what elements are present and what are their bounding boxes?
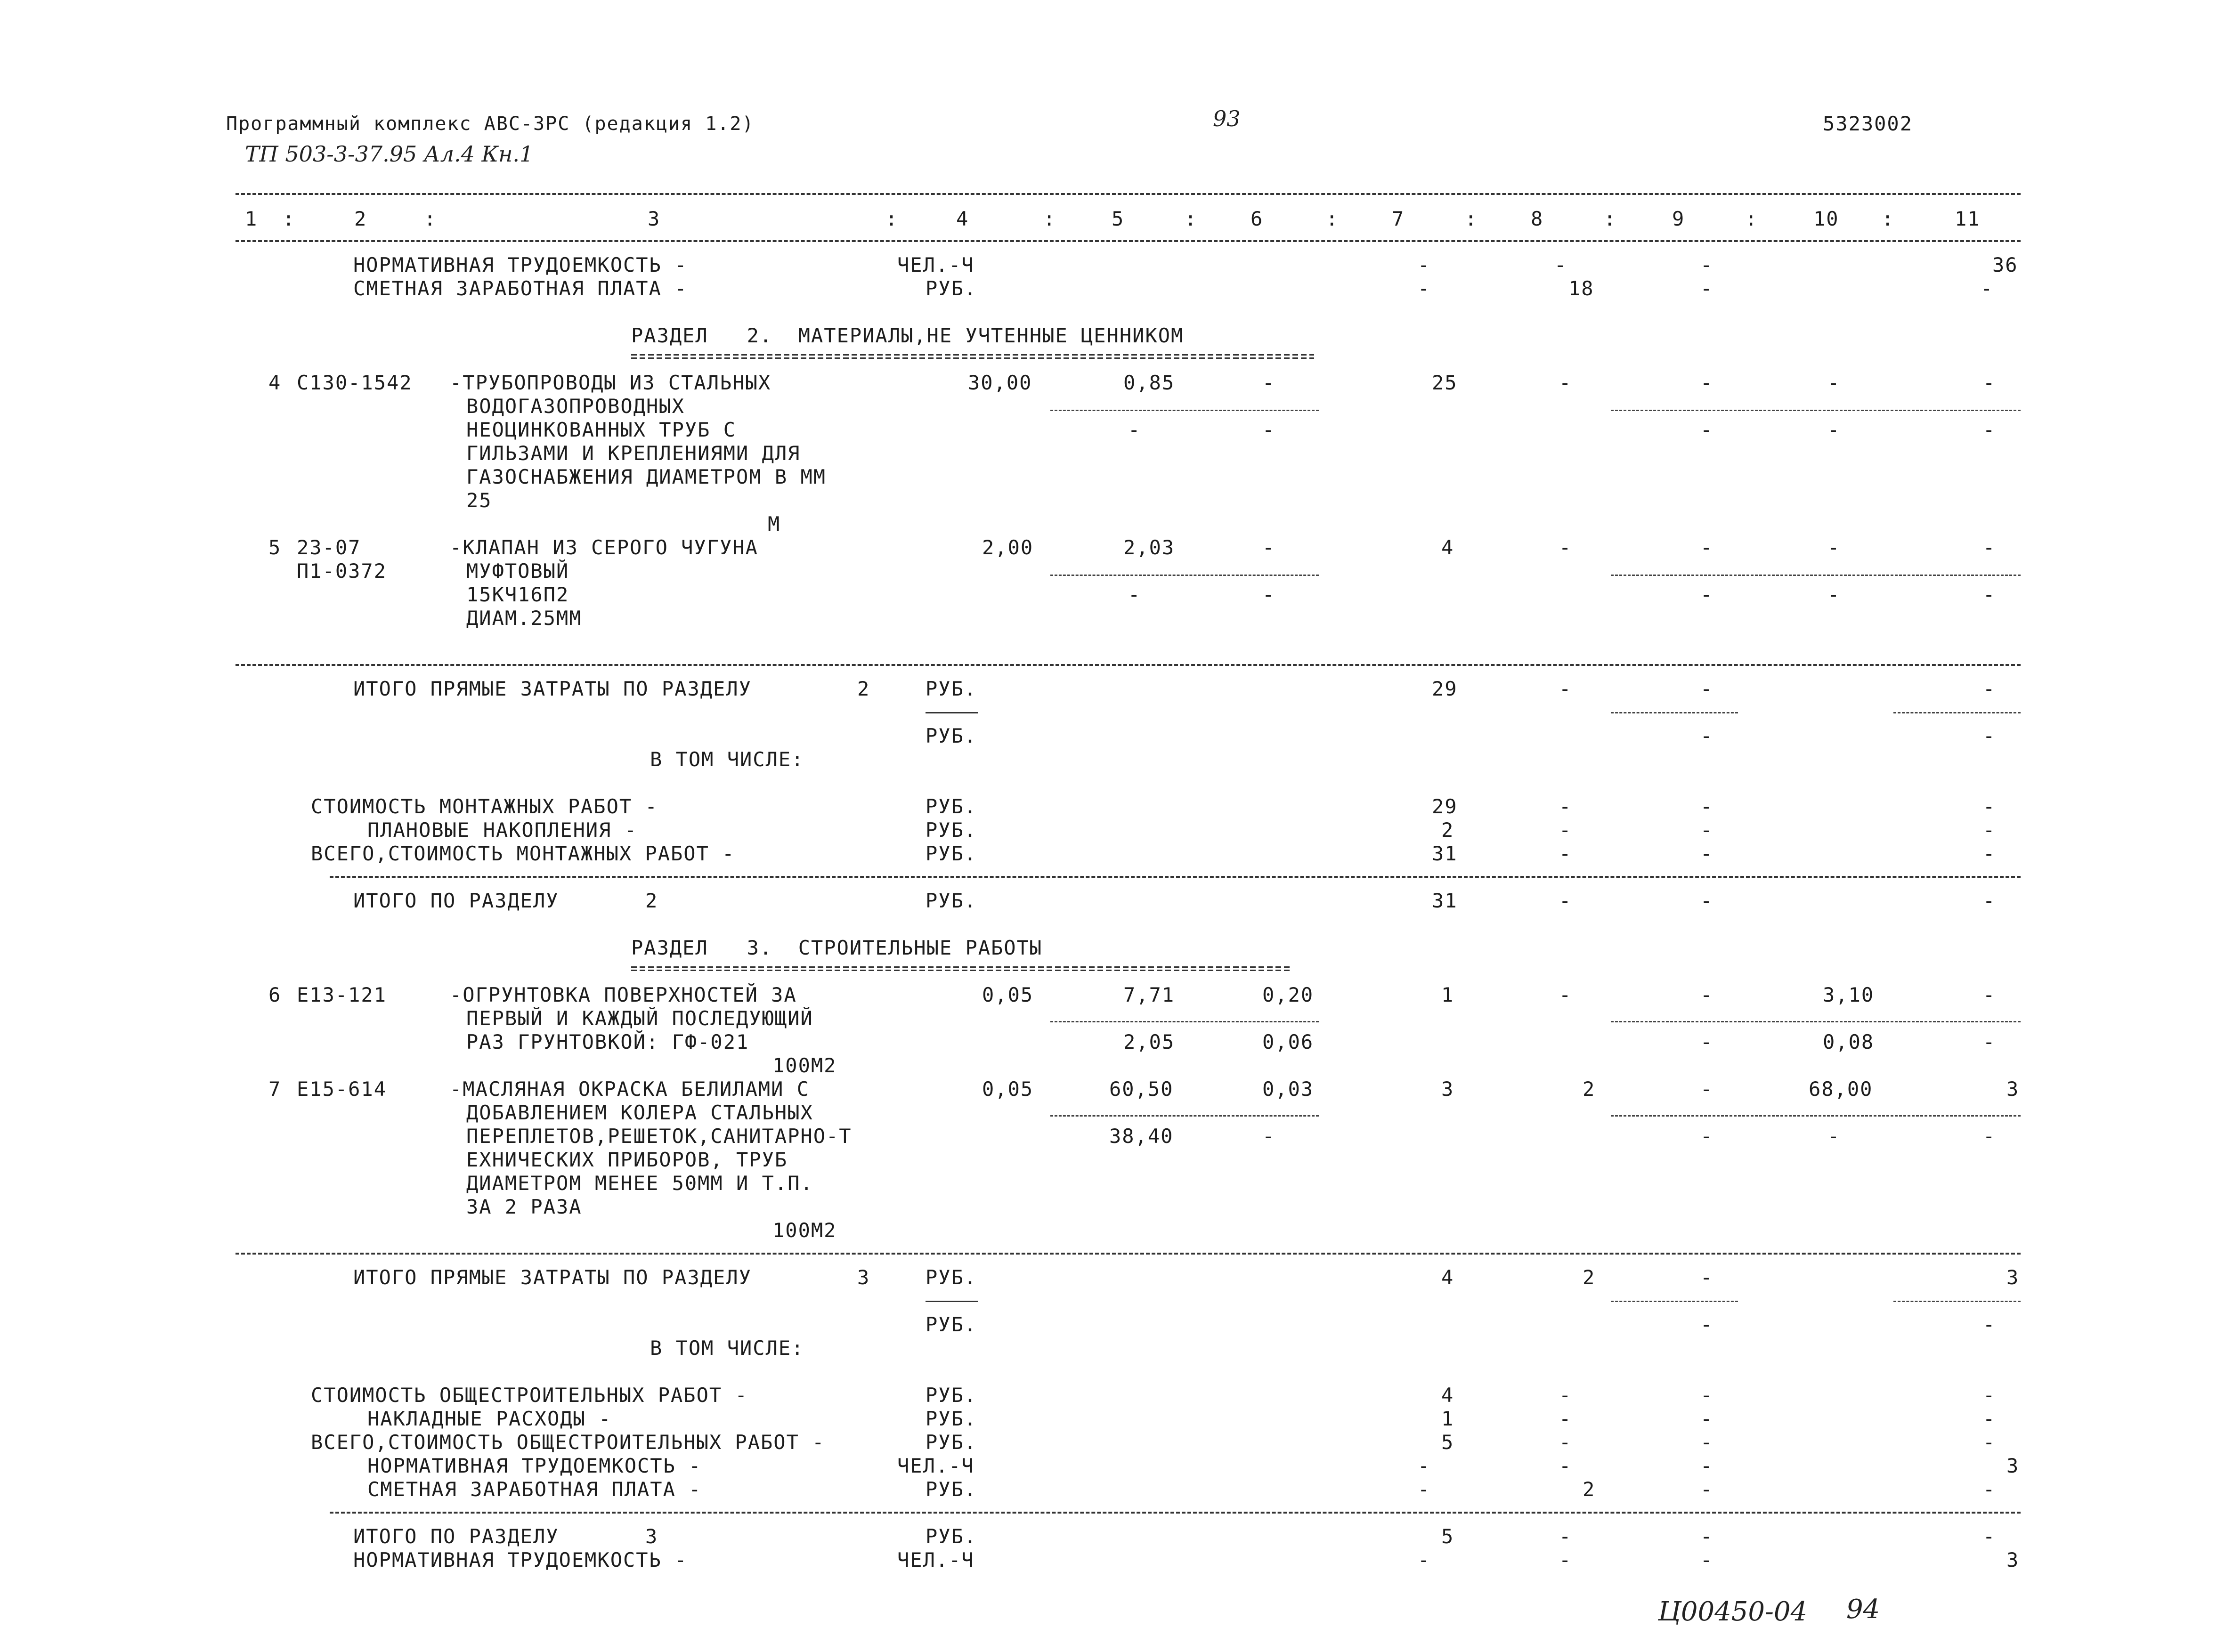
cell-divider — [1050, 575, 1319, 576]
cell: 7,71 — [1123, 983, 1175, 1006]
col-8: 8 — [1531, 207, 1544, 230]
cell: 25 — [1432, 371, 1458, 394]
section-3-title: РАЗДЕЛ 3. СТРОИТЕЛЬНЫЕ РАБОТЫ — [631, 936, 1043, 959]
cell: 0,03 — [1262, 1077, 1314, 1101]
item-quantity: 30,00 — [968, 371, 1032, 394]
col-11: 11 — [1955, 207, 1981, 230]
item-name-line: -МАСЛЯНАЯ ОКРАСКА БЕЛИЛАМИ С — [450, 1077, 810, 1101]
cell: - — [1983, 1125, 1996, 1148]
cell: - — [1262, 536, 1275, 559]
cell: - — [1983, 795, 1996, 818]
cell: - — [1262, 371, 1275, 394]
program-title: Программный комплекс АВС-3РС (редакция 1.2) — [226, 113, 755, 135]
cell-divider — [1611, 1115, 2021, 1117]
section-total-label: ИТОГО ПО РАЗДЕЛУ — [353, 1525, 559, 1548]
labor-unit: ЧЕЛ.-Ч — [897, 253, 974, 276]
cell: - — [1827, 371, 1841, 394]
cell: - — [1559, 1431, 1572, 1454]
cell: - — [1700, 983, 1713, 1006]
cell: 29 — [1432, 795, 1458, 818]
cell-divider — [1611, 575, 2021, 576]
cell-divider — [1611, 1021, 2021, 1022]
item-code: 23-07 — [297, 536, 361, 559]
item-code: Е15-614 — [297, 1077, 387, 1101]
cell: 18 — [1568, 277, 1594, 300]
cell: - — [1700, 1407, 1713, 1430]
summary-label: СТОИМОСТЬ МОНТАЖНЫХ РАБОТ - — [311, 795, 658, 818]
col-6: 6 — [1251, 207, 1264, 230]
cell: 0,20 — [1262, 983, 1314, 1006]
item-unit: 100М2 — [772, 1219, 837, 1242]
section-total-label: ИТОГО ПО РАЗДЕЛУ — [353, 889, 559, 912]
item-unit: 100М2 — [772, 1054, 837, 1077]
cell: - — [1418, 277, 1431, 300]
cell: 4 — [1441, 536, 1454, 559]
cell: - — [1983, 1478, 1996, 1501]
table-top-rule — [235, 193, 2021, 195]
cell: - — [1418, 1548, 1431, 1571]
cell: - — [1700, 724, 1713, 747]
item-name-line: -КЛАПАН ИЗ СЕРОГО ЧУГУНА — [450, 536, 758, 559]
item-name-line: РАЗ ГРУНТОВКОЙ: ГФ-021 — [466, 1030, 749, 1053]
cell: - — [1700, 1125, 1713, 1148]
cell: - — [1559, 818, 1572, 842]
cell: - — [1700, 583, 1713, 606]
cell: - — [1827, 536, 1841, 559]
cell: - — [1983, 1030, 1996, 1053]
cell: 2 — [1583, 1266, 1596, 1289]
cell: - — [1700, 277, 1713, 300]
section-2-title-underline — [631, 354, 1314, 359]
cell: - — [1559, 1407, 1572, 1430]
cell: - — [1700, 1478, 1713, 1501]
total-direct-unit-2: РУБ. — [926, 1313, 977, 1336]
total-direct-unit: РУБ. — [926, 1266, 977, 1289]
cell: - — [1554, 253, 1567, 276]
cell: 5 — [1441, 1525, 1454, 1548]
cell: - — [1700, 1030, 1713, 1053]
cell-divider — [1050, 410, 1319, 411]
cell: - — [1983, 983, 1996, 1006]
labor-label: НОРМАТИВНАЯ ТРУДОЕМКОСТЬ - — [353, 1548, 688, 1571]
col-sep: : — [1043, 207, 1056, 230]
cell: - — [1418, 253, 1431, 276]
cell: 31 — [1432, 842, 1458, 865]
col-sep: : — [424, 207, 437, 230]
cell: - — [1262, 418, 1275, 441]
item-name-line: НЕОЦИНКОВАННЫХ ТРУБ С — [466, 418, 737, 441]
item-quantity: 2,00 — [982, 536, 1034, 559]
labor-unit: ЧЕЛ.-Ч — [897, 1548, 974, 1571]
cell: - — [1700, 1525, 1713, 1548]
page-number: 93 — [1213, 106, 1241, 131]
wage-unit: РУБ. — [926, 277, 977, 300]
footer-stamp-handwritten: Ц00450-04 — [1658, 1596, 1808, 1627]
cell: 29 — [1432, 677, 1458, 700]
cell: - — [1983, 1384, 1996, 1407]
document-code: 5323002 — [1823, 112, 1913, 135]
cell: 1 — [1441, 1407, 1454, 1430]
cell: - — [1559, 983, 1572, 1006]
cell: 2 — [1583, 1478, 1596, 1501]
cell: - — [1700, 1266, 1713, 1289]
including-label: В ТОМ ЧИСЛЕ: — [650, 748, 804, 771]
item-code-2: П1-0372 — [297, 559, 387, 583]
cell: 68,00 — [1809, 1077, 1873, 1101]
item-name-line: МУФТОВЫЙ — [466, 559, 569, 583]
cell: - — [1559, 677, 1572, 700]
cell: 60,50 — [1109, 1077, 1174, 1101]
item-name-line: ВОДОГАЗОПРОВОДНЫХ — [466, 395, 685, 418]
item-code: С130-1542 — [297, 371, 413, 394]
cell: 3 — [2006, 1454, 2020, 1477]
cell: 2,03 — [1123, 536, 1175, 559]
cell: 5 — [1441, 1431, 1454, 1454]
col-sep: : — [1745, 207, 1758, 230]
section-3-title-underline — [631, 966, 1291, 971]
cell-divider — [1611, 1301, 1738, 1302]
cell: - — [1559, 536, 1572, 559]
cell: - — [1983, 536, 1996, 559]
cell: 36 — [1992, 253, 2018, 276]
section-total-unit: РУБ. — [926, 889, 977, 912]
cell: - — [1700, 795, 1713, 818]
cell: - — [1559, 1454, 1572, 1477]
cell: - — [1981, 277, 1994, 300]
col-2: 2 — [354, 207, 367, 230]
item-name-line: 25 — [466, 489, 492, 512]
cell: - — [1827, 418, 1841, 441]
item-quantity: 0,05 — [982, 983, 1034, 1006]
cell: - — [1983, 583, 1996, 606]
summary-label: СМЕТНАЯ ЗАРАБОТНАЯ ПЛАТА - — [367, 1478, 702, 1501]
section-total-unit: РУБ. — [926, 1525, 977, 1548]
cell: - — [1700, 1077, 1713, 1101]
summary-unit: РУБ. — [926, 1478, 977, 1501]
item-number: 5 — [268, 536, 282, 559]
cell: - — [1983, 1525, 1996, 1548]
cell: - — [1700, 253, 1713, 276]
cell: - — [1700, 1454, 1713, 1477]
summary-unit: РУБ. — [926, 818, 977, 842]
cell-divider — [1050, 1115, 1319, 1117]
cell: - — [1700, 371, 1713, 394]
section-2-title: РАЗДЕЛ 2. МАТЕРИАЛЫ,НЕ УЧТЕННЫЕ ЦЕННИКОМ — [631, 324, 1184, 347]
item-name-line: ГАЗОСНАБЖЕНИЯ ДИАМЕТРОМ В ММ — [466, 465, 827, 488]
cell: - — [1559, 1525, 1572, 1548]
cell: - — [1983, 418, 1996, 441]
item-number: 7 — [268, 1077, 282, 1101]
col-sep: : — [1604, 207, 1617, 230]
summary-label: НАКЛАДНЫЕ РАСХОДЫ - — [367, 1407, 612, 1430]
cell: 0,85 — [1123, 371, 1175, 394]
cell: - — [1262, 583, 1275, 606]
cell: - — [1700, 818, 1713, 842]
item-name-line: ДИАМЕТРОМ МЕНЕЕ 50ММ И Т.П. — [466, 1172, 813, 1195]
cell: 4 — [1441, 1384, 1454, 1407]
header-bottom-rule — [235, 240, 2021, 242]
col-5: 5 — [1112, 207, 1125, 230]
summary-label: ПЛАНОВЫЕ НАКОПЛЕНИЯ - — [367, 818, 638, 842]
col-7: 7 — [1392, 207, 1405, 230]
cell: 2,05 — [1123, 1030, 1175, 1053]
cell: - — [1700, 418, 1713, 441]
item-quantity: 0,05 — [982, 1077, 1034, 1101]
cell-divider — [1611, 410, 2021, 411]
including-label: В ТОМ ЧИСЛЕ: — [650, 1336, 804, 1360]
footer-page-handwritten: 94 — [1846, 1594, 1880, 1625]
col-sep: : — [1185, 207, 1198, 230]
item-name-line: ГИЛЬЗАМИ И КРЕПЛЕНИЯМИ ДЛЯ — [466, 442, 801, 465]
cell: 38,40 — [1109, 1125, 1174, 1148]
cell: - — [1128, 583, 1141, 606]
summary-unit: РУБ. — [926, 1407, 977, 1430]
item-code: Е13-121 — [297, 983, 387, 1006]
item-name-line: ЕХНИЧЕСКИХ ПРИБОРОВ, ТРУБ — [466, 1148, 788, 1171]
cell: - — [1559, 1548, 1572, 1571]
item-name-line: ДОБАВЛЕНИЕМ КОЛЕРА СТАЛЬНЫХ — [466, 1101, 813, 1124]
cell: - — [1827, 1125, 1841, 1148]
summary-unit: РУБ. — [926, 842, 977, 865]
cell: - — [1700, 536, 1713, 559]
cell: 1 — [1441, 983, 1454, 1006]
summary-unit: РУБ. — [926, 1384, 977, 1407]
cell: 3 — [2006, 1548, 2020, 1571]
section-rule — [235, 1253, 2021, 1255]
cell: - — [1128, 418, 1141, 441]
cell: 3 — [2006, 1266, 2020, 1289]
section-rule — [330, 1512, 2021, 1514]
col-9: 9 — [1672, 207, 1685, 230]
unit-underline — [926, 1301, 978, 1302]
section-total-number: 3 — [645, 1525, 658, 1548]
item-number: 4 — [268, 371, 282, 394]
cell-divider — [1893, 712, 2021, 713]
cell: 2 — [1583, 1077, 1596, 1101]
cell: - — [1559, 1384, 1572, 1407]
col-sep: : — [1326, 207, 1339, 230]
cell: - — [1700, 677, 1713, 700]
cell: - — [1418, 1454, 1431, 1477]
cell: - — [1700, 889, 1713, 912]
cell: - — [1700, 842, 1713, 865]
cell: 0,06 — [1262, 1030, 1314, 1053]
summary-unit: ЧЕЛ.-Ч — [897, 1454, 974, 1477]
item-name-line: ЗА 2 РАЗА — [466, 1195, 582, 1218]
cell: 3 — [1441, 1077, 1454, 1101]
project-code-handwritten: ТП 503-3-37.95 Ал.4 Кн.1 — [245, 141, 534, 167]
cell: - — [1559, 371, 1572, 394]
section-rule — [235, 664, 2021, 666]
summary-label: НОРМАТИВНАЯ ТРУДОЕМКОСТЬ - — [367, 1454, 702, 1477]
total-direct-label: ИТОГО ПРЯМЫЕ ЗАТРАТЫ ПО РАЗДЕЛУ — [353, 677, 752, 700]
total-direct-unit-2: РУБ. — [926, 724, 977, 747]
section-rule — [330, 876, 2021, 878]
col-4: 4 — [956, 207, 969, 230]
cell: - — [1983, 889, 1996, 912]
cell: - — [1983, 842, 1996, 865]
item-name-line: -ОГРУНТОВКА ПОВЕРХНОСТЕЙ ЗА — [450, 983, 797, 1006]
summary-label: ВСЕГО,СТОИМОСТЬ ОБЩЕСТРОИТЕЛЬНЫХ РАБОТ - — [311, 1431, 825, 1454]
cell-divider — [1050, 1021, 1319, 1022]
section-total-number: 2 — [645, 889, 658, 912]
col-3: 3 — [648, 207, 661, 230]
col-sep: : — [885, 207, 899, 230]
col-10: 10 — [1813, 207, 1839, 230]
cell: - — [1559, 842, 1572, 865]
cell: - — [1559, 795, 1572, 818]
summary-unit: РУБ. — [926, 795, 977, 818]
cell: - — [1700, 1548, 1713, 1571]
item-name-line: -ТРУБОПРОВОДЫ ИЗ СТАЛЬНЫХ — [450, 371, 771, 394]
cell: 3 — [2006, 1077, 2020, 1101]
cell: - — [1983, 818, 1996, 842]
wage-label: СМЕТНАЯ ЗАРАБОТНАЯ ПЛАТА - — [353, 277, 688, 300]
cell: - — [1827, 583, 1841, 606]
summary-unit: РУБ. — [926, 1431, 977, 1454]
total-direct-unit: РУБ. — [926, 677, 977, 700]
cell: - — [1983, 724, 1996, 747]
cell: - — [1983, 1431, 1996, 1454]
summary-label: СТОИМОСТЬ ОБЩЕСТРОИТЕЛЬНЫХ РАБОТ - — [311, 1384, 748, 1407]
total-direct-number: 2 — [857, 677, 870, 700]
item-name-line: ПЕРЕПЛЕТОВ,РЕШЕТОК,САНИТАРНО-Т — [466, 1125, 852, 1148]
summary-label: ВСЕГО,СТОИМОСТЬ МОНТАЖНЫХ РАБОТ - — [311, 842, 735, 865]
cell: - — [1700, 1313, 1713, 1336]
cell: - — [1983, 1313, 1996, 1336]
cell: - — [1983, 371, 1996, 394]
total-direct-label: ИТОГО ПРЯМЫЕ ЗАТРАТЫ ПО РАЗДЕЛУ — [353, 1266, 752, 1289]
col-sep: : — [283, 207, 296, 230]
col-sep: : — [1882, 207, 1895, 230]
cell: - — [1983, 677, 1996, 700]
item-unit: М — [768, 512, 781, 535]
cell: 3,10 — [1823, 983, 1875, 1006]
col-sep: : — [1465, 207, 1478, 230]
cell: - — [1700, 1431, 1713, 1454]
cell: 4 — [1441, 1266, 1454, 1289]
item-name-line: 15КЧ16П2 — [466, 583, 569, 606]
cell: 2 — [1441, 818, 1454, 842]
col-1: 1 — [245, 207, 258, 230]
labor-label: НОРМАТИВНАЯ ТРУДОЕМКОСТЬ - — [353, 253, 688, 276]
cell: - — [1983, 1407, 1996, 1430]
unit-underline — [926, 712, 978, 713]
cell: - — [1559, 889, 1572, 912]
cell: - — [1700, 1384, 1713, 1407]
cell-divider — [1611, 712, 1738, 713]
item-name-line: ДИАМ.25ММ — [466, 607, 582, 630]
item-name-line: ПЕРВЫЙ И КАЖДЫЙ ПОСЛЕДУЮЩИЙ — [466, 1007, 813, 1030]
cell: 0,08 — [1823, 1030, 1875, 1053]
cell: - — [1418, 1478, 1431, 1501]
cell: 31 — [1432, 889, 1458, 912]
total-direct-number: 3 — [857, 1266, 870, 1289]
cell: - — [1262, 1125, 1275, 1148]
item-number: 6 — [268, 983, 282, 1006]
cell-divider — [1893, 1301, 2021, 1302]
